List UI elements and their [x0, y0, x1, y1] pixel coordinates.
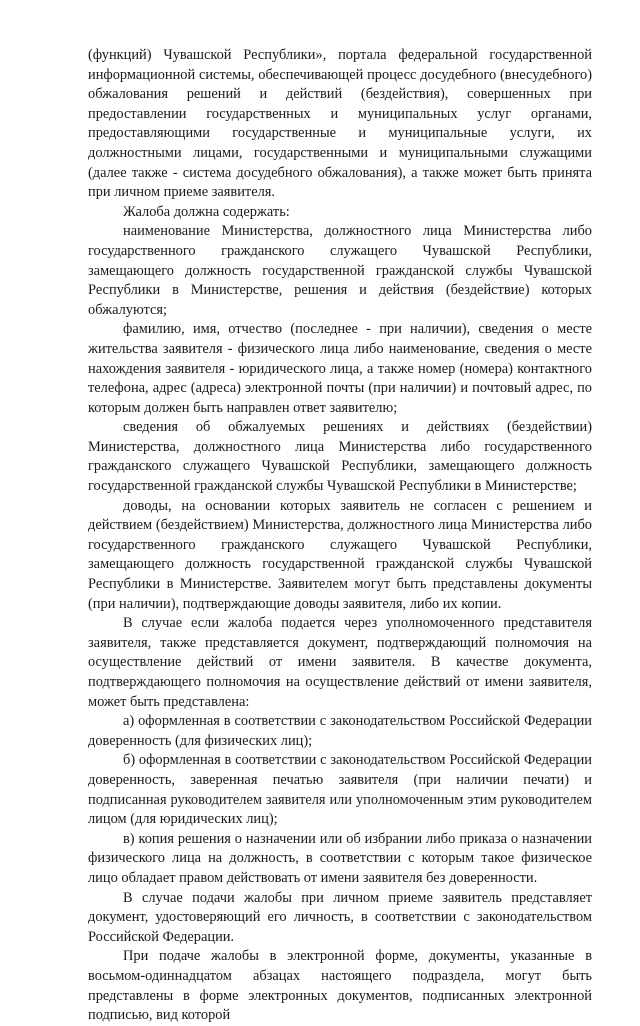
- paragraph: наименование Министерства, должностного лица Министерства либо государственного гражданского служащего Чувашской Республики, замещающего должность государственной гражданской службы Чувашской Республики в Министерстве, решения и действия (бездействие) которых обжалуются;: [88, 223, 592, 318]
- paragraph: б) оформленная в соответствии с законодательством Российской Федерации доверенность, заверенная печатью заявителя (при наличии печати) и подписанная руководителем заявителя или уполномоченным этим руководителем лицом (для юридических лиц);: [88, 752, 592, 828]
- paragraph: сведения об обжалуемых решениях и действиях (бездействии) Министерства, должностного лица Министерства либо государственного гражданского служащего Чувашской Республики, замещающего должность государственной гражданской службы Чувашской Республики в Министерстве;: [88, 419, 592, 495]
- paragraph: (функций) Чувашской Республики», портала федеральной государственной информационной системы, обеспечивающей процесс досудебного (внесудебного) обжалования решений и действий (бездействия), совершенных при предоставлении государственных и муниципальных услуг органами, предоставляющими государственные и муниципальные услуги, их должностными лицами, государственными и муниципальными служащими (далее также - система досудебного обжалования), а также может быть принята при личном приеме заявителя.: [88, 47, 592, 201]
- paragraph: При подаче жалобы в электронной форме, документы, указанные в восьмом-одиннадцатом абзацах настоящего подраздела, могут быть представлены в форме электронных документов, подписанных электронной подписью, вид которой: [88, 948, 592, 1024]
- paragraph: В случае подачи жалобы при личном приеме заявитель представляет документ, удостоверяющий его личность, в соответствии с законодательством Российской Федерации.: [88, 889, 592, 945]
- paragraph: в) копия решения о назначении или об избрании либо приказа о назначении физического лица на должность, в соответствии с которым такое физическое лицо обладает правом действовать от имени заявителя без доверенности.: [88, 830, 592, 886]
- paragraph: фамилию, имя, отчество (последнее - при наличии), сведения о месте жительства заявителя - физического лица либо наименование, сведения о месте нахождения заявителя - юридического лица, а также номер (номера) контактного телефона, адрес (адреса) электронной почты (при наличии) и почтовый адрес, по которым должен быть направлен ответ заявителю;: [88, 321, 592, 416]
- document-page: [88, 46, 592, 1026]
- paragraph: доводы, на основании которых заявитель не согласен с решением и действием (бездействием) Министерства, должностного лица Министерства либо государственного гражданского служащего Чувашской Республики, замещающего должность государственной гражданской службы Чувашской Республики в Министерстве. Заявителем могут быть представлены документы (при наличии), подтверждающие доводы заявителя, либо их копии.: [88, 497, 592, 612]
- paragraph: В случае если жалоба подается через уполномоченного представителя заявителя, также представляется документ, подтверждающий полномочия на осуществление действий от имени заявителя. В качестве документа, подтверждающего полномочия на осуществление действий от имени заявителя, может быть представлена:: [88, 615, 592, 710]
- paragraph: Жалоба должна содержать:: [123, 203, 290, 220]
- paragraph: а) оформленная в соответствии с законодательством Российской Федерации доверенность (для физических лиц);: [88, 713, 592, 749]
